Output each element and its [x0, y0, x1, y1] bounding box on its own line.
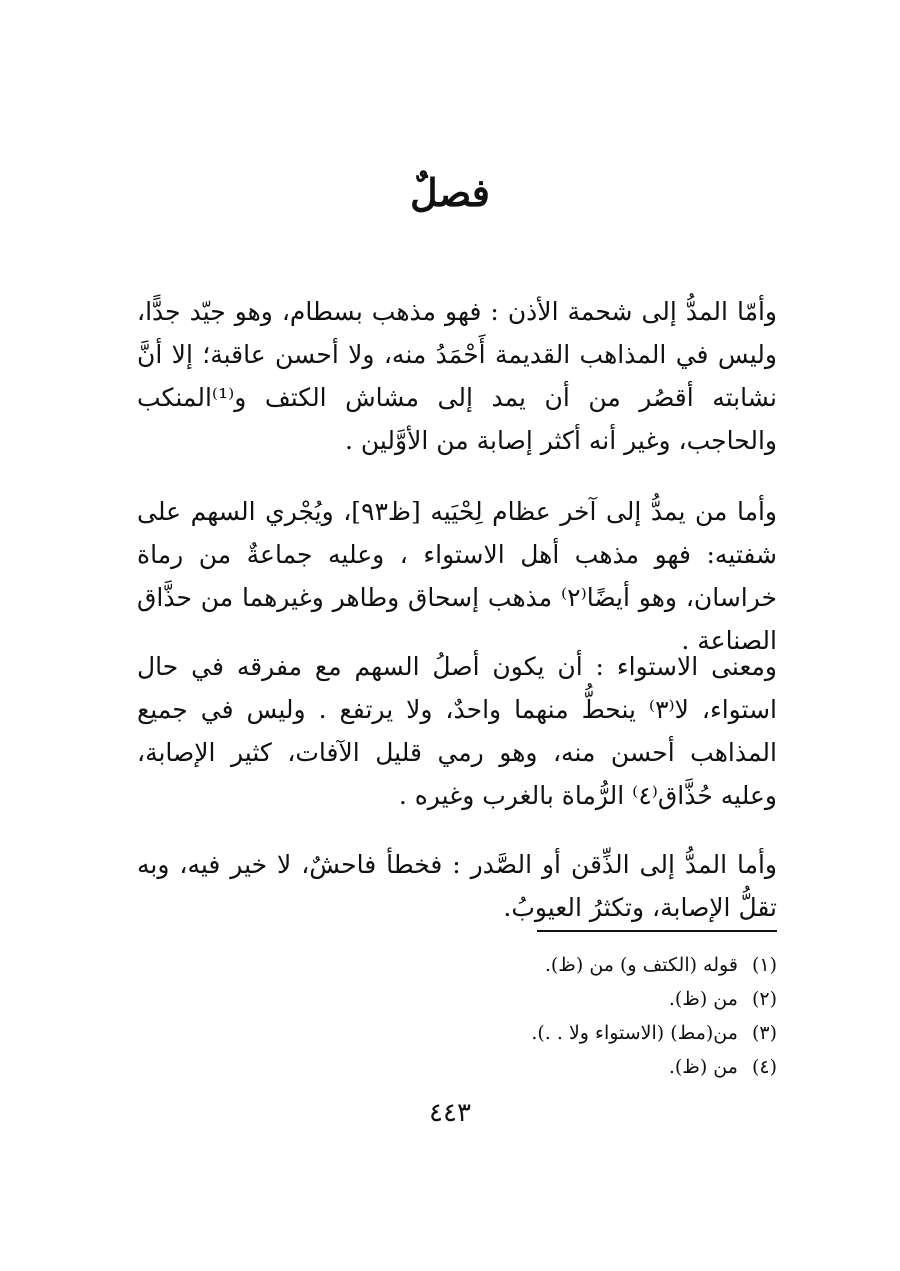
footnote-number: (٣) — [751, 1022, 777, 1044]
paragraph-2: وأما من يمدُّ إلى آخر عظام لِحْيَيه [ظ٩٣]، ويُجْري السهم على شفتيه: فهو مذهب أهل الاستواء ، وعليه جماعةٌ من رماة خراسان، وهو أيضًا⁽٢⁾ مذهب إسحاق وطاهر وغيرهما من حذَّاق الصناعة . — [137, 497, 778, 655]
footnote-2 — [400, 982, 777, 1016]
paragraph-1: وأمّا المدُّ إلى شحمة الأذن : فهو مذهب بسطام، وهو جيّد جدًّا، وليس في المذاهب القديمة أَحْمَدُ منه، ولا أحسن عاقبة؛ إلا أنَّ نشابته أقصُر من أن يمد إلى مشاش الكتف و⁽¹⁾المنكب والحاجب، وغير أنه أكثر إصابة من الأوَّلين . — [137, 297, 777, 455]
footnote-number: (٢) — [751, 988, 777, 1010]
footnote-1 — [400, 948, 777, 982]
page-number: ٤٤٣ — [429, 1098, 471, 1128]
footnote-number: (١) — [751, 954, 777, 976]
footnote-number: (٤) — [751, 1056, 777, 1078]
footnote-text: من (ظ). — [668, 1056, 738, 1078]
footnotes — [400, 948, 777, 1084]
footnote-text: من(مط) (الاستواء ولا . .). — [531, 1022, 738, 1044]
footnote-text: قوله (الكتف و) من (ظ). — [544, 954, 738, 976]
footnote-4 — [400, 1050, 777, 1084]
section-heading: فصلٌ — [410, 170, 490, 215]
paragraph-3: ومعنى الاستواء : أن يكون أصلُ السهم مع مفرقه في حال استواء، لا⁽٣⁾ ينحطُّ منهما واحدٌ، ولا يرتفع . وليس في جميع المذاهب أحسن منه، وهو رمي قليل الآفات، كثير الإصابة، وعليه حُذَّاق⁽٤⁾ الرُّماة بالغرب وغيره . — [137, 652, 777, 810]
footnote-separator — [537, 930, 777, 932]
footnote-text: من (ظ). — [668, 988, 738, 1010]
footnote-3 — [400, 1016, 777, 1050]
paragraph-4: وأما المدُّ إلى الذِّقن أو الصَّدر : فخطأ فاحشٌ، لا خير فيه، وبه تقلُّ الإصابة، وتكثرُ العيوبُ. — [137, 850, 777, 922]
